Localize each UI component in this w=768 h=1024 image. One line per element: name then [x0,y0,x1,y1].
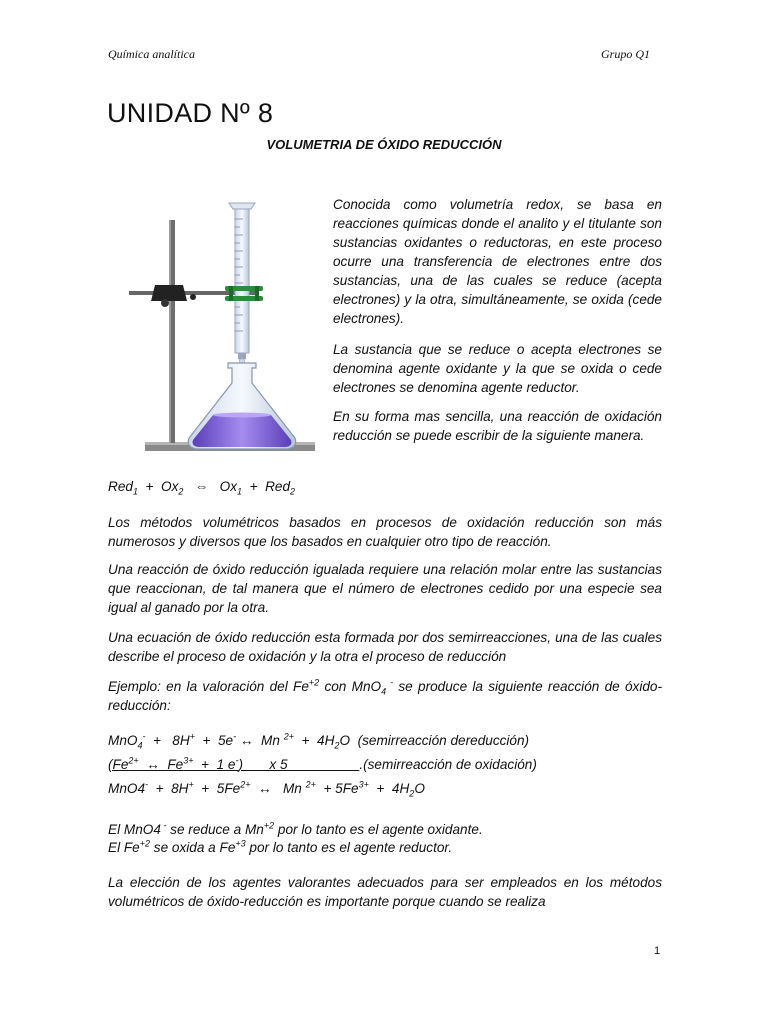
general-redox-equation: $Red_1 + Ox_2$ ⇔ $Ox_1 + Red_2$ [108,479,296,497]
page-number: 1 [654,945,661,957]
intro-paragraph-1: Conocida como volumetría redox, se basa en reacciones químicas donde el analito y el titulante son sustancias oxidantes o reductoras, en este proceso ocurre una transferencia de electrones entre dos sustancias, una de las cuales se reduce (acepta electrones) y la otra, simultáneamente, se oxida (cede electrones). [333,197,662,326]
page-title: UNIDAD Nº 8 [107,98,274,128]
paragraph-methods: Los métodos volumétricos basados en procesos de oxidación reducción son más numerosos y diversos que los basados en cualquier otro tipo de reacción. [108,515,662,549]
intro-paragraph-3: En su forma mas sencilla, una reacción de oxidación reducción se puede escribir de la siguiente manera. [333,409,662,443]
intro-paragraph-2: La sustancia que se reduce o acepta electrones se denomina agente oxidante y la que se oxida o cede electrones se denomina agente reductor. [333,342,662,395]
paragraph-half-reactions: Una ecuación de óxido reducción esta formada por dos semirreacciones, una de las cuales describe el proceso de oxidación y la otra el proceso de reducción [108,630,662,664]
burette [235,203,249,353]
reduction-half-reaction: MnO$_4$- + 8H+ + 5e- ↔ Mn $^{2+} + 4H_2O$ (semirreacción dereducción) [108,731,530,751]
example-intro: Ejemplo: en la valoración del $Fe^{+2}$ con MnO$_4$ - se produce la siguiente reacción de óxido-reducción: [108,677,662,713]
header-group: Grupo Q1 [601,47,651,61]
boss-clamp [151,285,187,301]
paragraph-molar-relation: Una reacción de óxido reducción igualada requiere una relación molar entre las sustancias que reaccionan, de tal manera que el número de electrones cedido por una especie sea igual al ganado por la otra. [108,562,662,615]
paragraph-agent-choice: La elección de los agentes valorantes adecuados para ser empleados en los métodos volumétricos de óxido-reducción es importante porque cuando se realiza [108,875,662,909]
reducing-agent-line: El $Fe^{+2}$ se oxida a $Fe^{+3}$ por lo tanto es el agente reductor. [108,838,453,855]
page-subtitle: VOLUMETRIA DE ÓXIDO REDUCCIÓN [266,137,502,152]
titration-apparatus-illustration [125,195,325,460]
oxidation-half-reaction: ($Fe^{2+}$ ↔ $Fe^{3+} + 1$ e-) x 5 .(semirreacción de oxidación) [108,755,537,772]
overall-reaction: $MnO4^- + 8H^+ + 5Fe^{2+}$ ↔ Mn $^{2+} + 5Fe^{3+} + 4H_2O$ [108,779,425,799]
header-subject: Química analítica [108,47,195,61]
oxidizing-agent-line: El MnO4 - se reduce a $Mn^{+2}$ por lo tanto es el agente oxidante. [108,820,483,837]
